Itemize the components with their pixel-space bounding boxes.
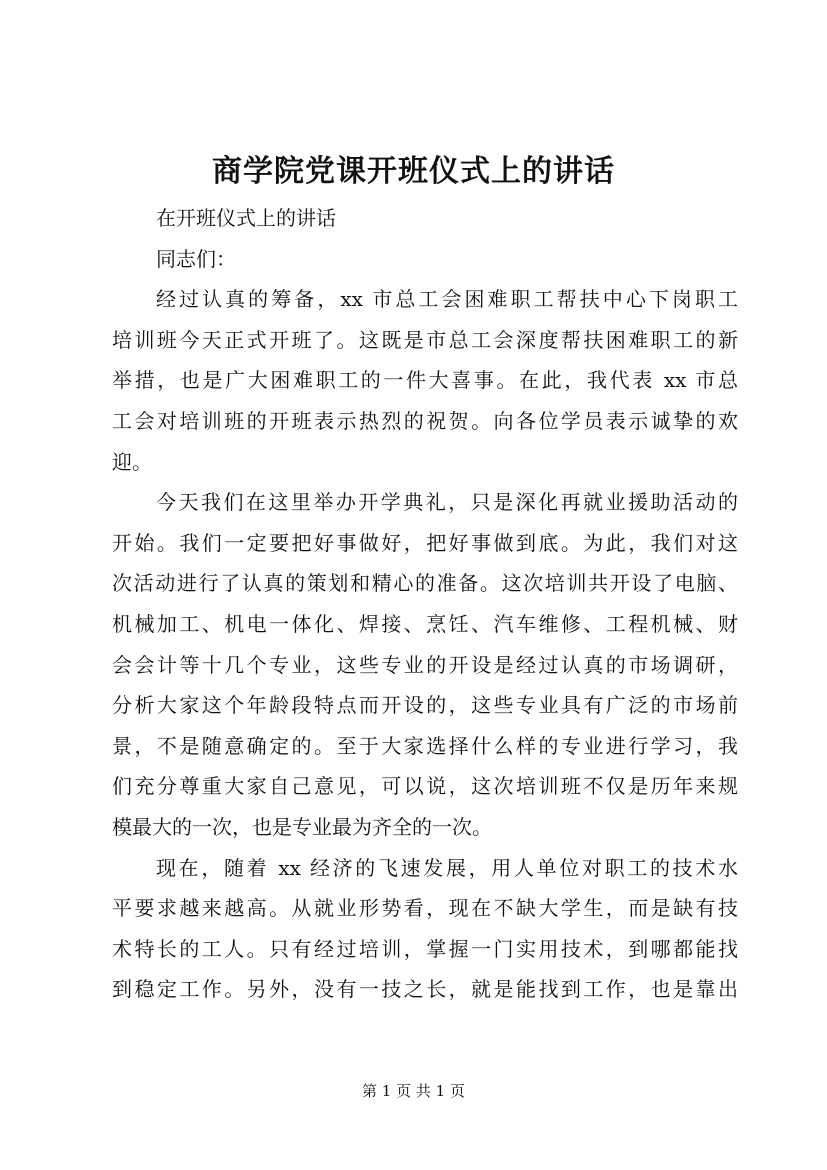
paragraph-3-line: 到稳定工作。另外，没有一技之长，就是能找到工作，也是靠出 [112,977,738,1002]
subtitle-line: 在开班仪式上的讲话 [156,206,336,230]
paragraph-3-line: 现在，随着 xx 经济的飞速发展，用人单位对职工的技术水 [156,855,738,880]
paragraph-2-line: 模最大的一次，也是专业最为齐全的一次。 [112,814,492,839]
paragraph-2-line: 开始。我们一定要把好事做好，把好事做到底。为此，我们对这 [112,530,738,555]
paragraph-2-line: 次活动进行了认真的策划和精心的准备。这次培训共开设了电脑、 [112,571,738,596]
page-number-footer: 第 1 页 共 1 页 [362,1082,465,1100]
paragraph-2-line: 们充分尊重大家自己意见，可以说，这次培训班不仅是历年来规 [112,774,738,799]
paragraph-2-line: 景，不是随意确定的。至于大家选择什么样的专业进行学习，我 [112,733,738,758]
paragraph-2-line: 机械加工、机电一体化、焊接、烹饪、汽车维修、工程机械、财 [112,611,738,636]
paragraph-3-line: 术特长的工人。只有经过培训，掌握一门实用技术，到哪都能找 [112,936,738,961]
salutation-line: 同志们： [156,246,236,271]
paragraph-1-line: 迎。 [112,449,152,474]
document-body [112,198,738,1010]
paragraph-2-line: 分析大家这个年龄段特点而开设的，这些专业具有广泛的市场前 [112,693,738,718]
paragraph-1-line: 经过认真的筹备，xx 市总工会困难职工帮扶中心下岗职工 [156,287,738,312]
paragraph-1-line: 工会对培训班的开班表示热烈的祝贺。向各位学员表示诚挚的欢 [112,408,738,433]
document-title: 商学院党课开班仪式上的讲话 [212,154,615,189]
paragraph-2-line: 今天我们在这里举办开学典礼，只是深化再就业援助活动的 [156,490,738,515]
paragraph-1-line: 培训班今天正式开班了。这既是市总工会深度帮扶困难职工的新 [112,327,738,352]
paragraph-3-line: 平要求越来越高。从就业形势看，现在不缺大学生，而是缺有技 [112,896,738,921]
paragraph-2-line: 会会计等十几个专业，这些专业的开设是经过认真的市场调研， [112,652,738,677]
paragraph-1-line: 举措，也是广大困难职工的一件大喜事。在此，我代表 xx 市总 [112,368,738,393]
